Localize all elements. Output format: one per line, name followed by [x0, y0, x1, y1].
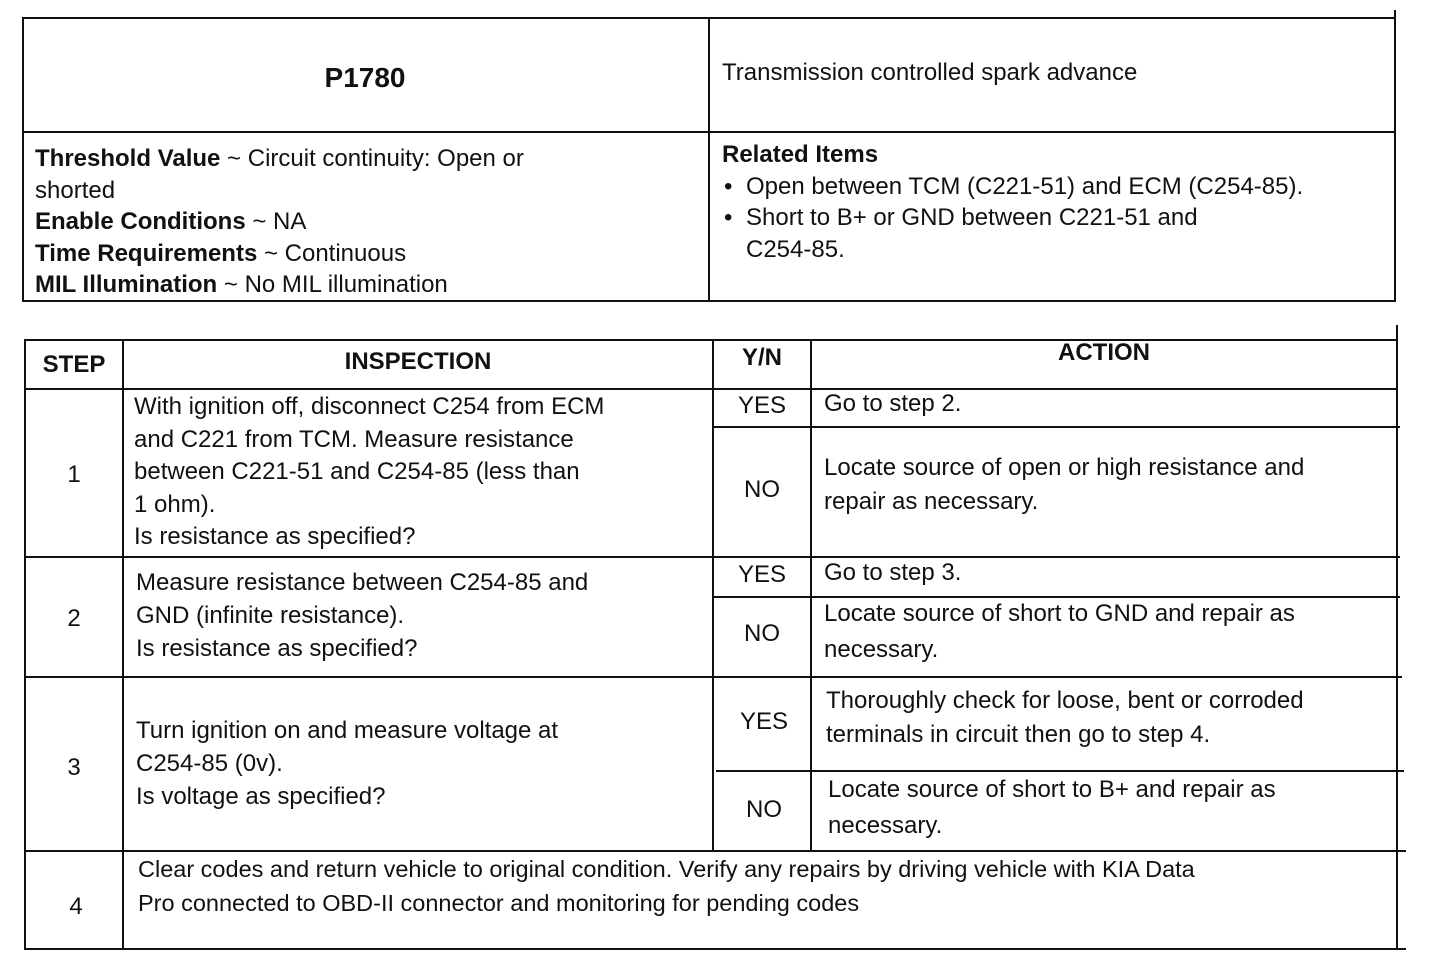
yes-action: Go to step 3. — [824, 559, 962, 586]
step-number: 3 — [67, 754, 81, 781]
no-action: Locate source of short to B+ and repair as necessary. — [828, 776, 1276, 839]
table-border — [1396, 325, 1398, 950]
dtc-conditions — [35, 143, 695, 301]
condition-time — [35, 238, 695, 270]
condition-sep: ~ — [217, 271, 245, 298]
condition-value: No MIL illumination — [244, 271, 448, 298]
no-action: Locate source of short to GND and repair as necessary. — [824, 600, 1295, 663]
related-title: Related Items — [722, 141, 879, 168]
yes-label: YES — [737, 392, 787, 419]
condition-label: Enable Conditions — [35, 208, 246, 235]
condition-enable — [35, 206, 695, 238]
header-step: STEP — [42, 351, 106, 378]
inspection-text: Clear codes and return vehicle to original condition. Verify any repairs by driving vehicle with KIA Data Pro connected to OBD-II connector and monitoring for pending codes — [138, 856, 1195, 916]
header-inspection: INSPECTION — [344, 348, 492, 375]
yes-label: YES — [739, 708, 789, 735]
condition-label: MIL Illumination — [35, 271, 218, 298]
no-action: Locate source of open or high resistance and repair as necessary. — [824, 454, 1305, 515]
yes-action: Go to step 2. — [824, 390, 962, 417]
condition-threshold — [35, 143, 695, 206]
table-border — [708, 17, 710, 302]
related-list — [722, 171, 1390, 266]
condition-value: NA — [273, 208, 307, 235]
dtc-code: P1780 — [324, 62, 406, 93]
related-item: • Short to B+ or GND between C221-51 and C254-85. — [722, 202, 1390, 265]
condition-sep: ~ — [220, 145, 248, 172]
yes-action: Thoroughly check for loose, bent or corroded terminals in circuit then go to step 4. — [826, 687, 1304, 748]
table-border — [1394, 10, 1396, 302]
step-number: 4 — [69, 893, 83, 920]
table-border — [22, 17, 24, 302]
related-item: • Open between TCM (C221-51) and ECM (C254-85). — [722, 171, 1390, 203]
condition-value: Continuous — [284, 239, 407, 267]
table-border — [24, 339, 26, 950]
inspection-text: Turn ignition on and measure voltage at C254-85 (0v). Is voltage as specified? — [136, 717, 559, 810]
no-label: NO — [744, 620, 780, 647]
condition-sep: ~ — [257, 239, 285, 267]
related-items — [722, 139, 1390, 265]
no-label: NO — [744, 476, 780, 503]
condition-sep: ~ — [245, 208, 274, 235]
inspection-text: Measure resistance between C254-85 and GND (infinite resistance). Is resistance as specified? — [136, 569, 589, 662]
table-border — [810, 339, 812, 852]
dtc-description: Transmission controlled spark advance — [722, 59, 1138, 86]
header-yn: Y/N — [741, 344, 782, 371]
yes-label: YES — [737, 561, 787, 588]
step-number: 2 — [67, 605, 81, 632]
condition-label: Time Requirements — [35, 239, 258, 267]
condition-value: Circuit continuity: Open or shorted — [35, 145, 524, 204]
table-border — [122, 339, 124, 950]
condition-label: Threshold Value — [35, 145, 221, 172]
step-number: 1 — [67, 461, 81, 488]
table-border — [26, 948, 1406, 950]
inspection-text: With ignition off, disconnect C254 from ECM and C221 from TCM. Measure resistance between C221-51 and C254-85 (less than 1 ohm). Is resistance as specified? — [134, 393, 605, 550]
table-border — [714, 426, 1400, 428]
table-border — [24, 388, 1398, 390]
condition-mil — [35, 269, 695, 301]
header-action: ACTION — [1058, 339, 1150, 366]
no-label: NO — [746, 796, 782, 823]
